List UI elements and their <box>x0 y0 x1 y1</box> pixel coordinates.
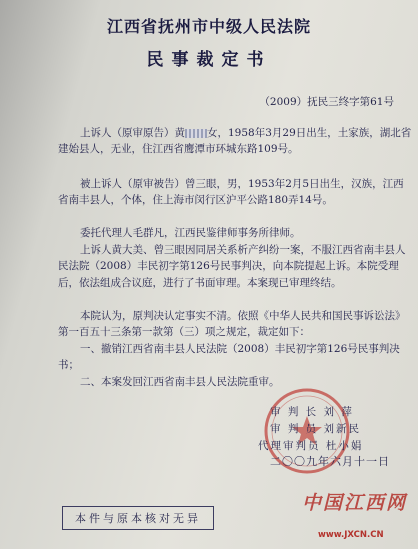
ruling-date: 二〇〇九年六月十一日 <box>270 455 390 468</box>
case-number: （2009）抚民三终字第61号 <box>259 96 394 108</box>
presiding-judge: 审 判 长 刘 萍 <box>270 406 354 418</box>
appellant-label: 上诉人（原审原告）黄 <box>80 127 185 139</box>
facts-paragraph: 上诉人黄大美、曾三眼因同居关系析产纠纷一案，不服江西省南丰县人民法院（2008）丰民初字第126号民事判决，向本院提起上诉。本院受理后，依法组成合议庭，进行了书面审理。本案现已审理终结。 <box>58 244 406 289</box>
site-watermark: 中国江西网 <box>302 492 408 514</box>
ruling-item-1: 一、撤销江西省南丰县人民法院（2008）丰民初字第126号民事判决书； <box>58 343 400 372</box>
appellant-text: 女，1958年3月29日出生，土家族，湖北省建始县人，无业，住江西省鹰潭市环城东路109号。 <box>58 127 412 156</box>
judge: 审 判 员 刘新民 <box>270 423 362 435</box>
appellant-paragraph <box>58 125 413 158</box>
redaction-mark <box>185 129 207 138</box>
document-type: 民事裁定书 <box>146 50 272 70</box>
agent-paragraph: 委托代理人毛群凡，江西民鉴律师事务所律师。 <box>80 227 301 239</box>
appellee-paragraph: 被上诉人（原审被告）曾三眼，男，1953年2月5日出生，汉族，江西省南丰县人，个体，住上海市闵行区沪平公路180弄14号。 <box>58 178 404 207</box>
opinion-paragraph: 本院认为，原判决认定事实不清。依照《中华人民共和国民事诉讼法》第一百五十三条第一款第（三）项之规定，裁定如下： <box>58 310 406 339</box>
acting-judge: 代理审判员 杜小娟 <box>258 440 364 452</box>
ruling-item-2: 二、本案发回江西省南丰县人民法院重审。 <box>80 376 280 388</box>
watermark-url: www.JXCN.CN <box>318 530 384 540</box>
verification-stamp: 本件与原本核对无异 <box>62 506 214 530</box>
court-name: 江西省抚州市中级人民法院 <box>106 17 311 36</box>
